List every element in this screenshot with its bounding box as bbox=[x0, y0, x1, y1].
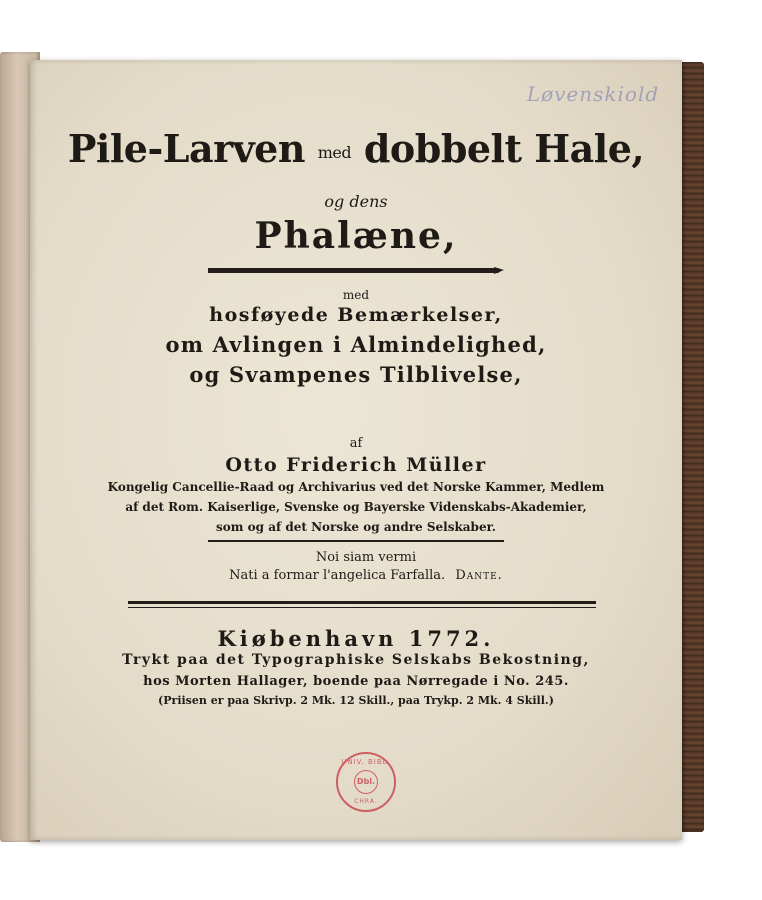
library-stamp-ring-top: UNIV. BIBL. bbox=[341, 758, 391, 766]
motto-line-2 bbox=[40, 568, 692, 583]
author-prefix: af bbox=[349, 436, 363, 451]
author-credentials-3: som og af det Norske og andre Selskaber. bbox=[216, 520, 496, 534]
author-credentials-2: af det Rom. Kaiserlige, Svenske og Bayerske Videnskabs-Akademier, bbox=[125, 500, 587, 514]
double-rule-divider bbox=[128, 601, 596, 608]
title-conjunction: og dens bbox=[324, 192, 388, 211]
author-name: Otto Friderich Müller bbox=[225, 454, 487, 476]
title-page bbox=[30, 60, 682, 840]
subtitle-line-2: om Avlingen i Almindelighed, bbox=[165, 332, 547, 357]
subtitle-line-3: og Svampenes Tilblivelse, bbox=[189, 362, 523, 387]
imprint-city-year: Kiøbenhavn 1772. bbox=[217, 626, 495, 651]
library-stamp-center: Dbl. bbox=[354, 770, 378, 794]
author-credentials-1: Kongelig Cancellie-Raad og Archivarius ved det Norske Kammer, Medlem bbox=[107, 480, 605, 494]
owner-stamp-name: Løvenskiold bbox=[526, 82, 660, 106]
main-title bbox=[30, 126, 682, 171]
motto-attribution: Dante. bbox=[455, 568, 503, 583]
pen-rule-divider bbox=[208, 268, 500, 273]
subtitle-line-1: hosføyede Bemærkelser, bbox=[209, 304, 503, 326]
subtitle-med: med bbox=[342, 288, 370, 302]
motto-line-2-text: Nati a formar l'angelica Farfalla. bbox=[229, 568, 446, 583]
main-title-part-b: dobbelt Hale, bbox=[363, 126, 645, 171]
library-stamp bbox=[336, 752, 396, 812]
motto-rule bbox=[208, 540, 504, 542]
main-title-part-a: Pile-Larven bbox=[67, 126, 305, 171]
owner-stamp bbox=[518, 82, 668, 106]
book-spine bbox=[680, 62, 704, 832]
main-title-med: med bbox=[317, 143, 352, 162]
motto-line-1: Noi siam vermi bbox=[315, 550, 417, 565]
library-stamp-ring-bottom: CHRA. bbox=[354, 798, 378, 805]
imprint-line-2: hos Morten Hallager, boende paa Nørregade i No. 245. bbox=[143, 674, 569, 689]
title-subject: Phalæne, bbox=[254, 215, 458, 257]
imprint-line-1: Trykt paa det Typographiske Selskabs Bekostning, bbox=[122, 652, 590, 668]
price-line: (Priisen er paa Skrivp. 2 Mk. 12 Skill., paa Trykp. 2 Mk. 4 Skill.) bbox=[158, 694, 554, 707]
